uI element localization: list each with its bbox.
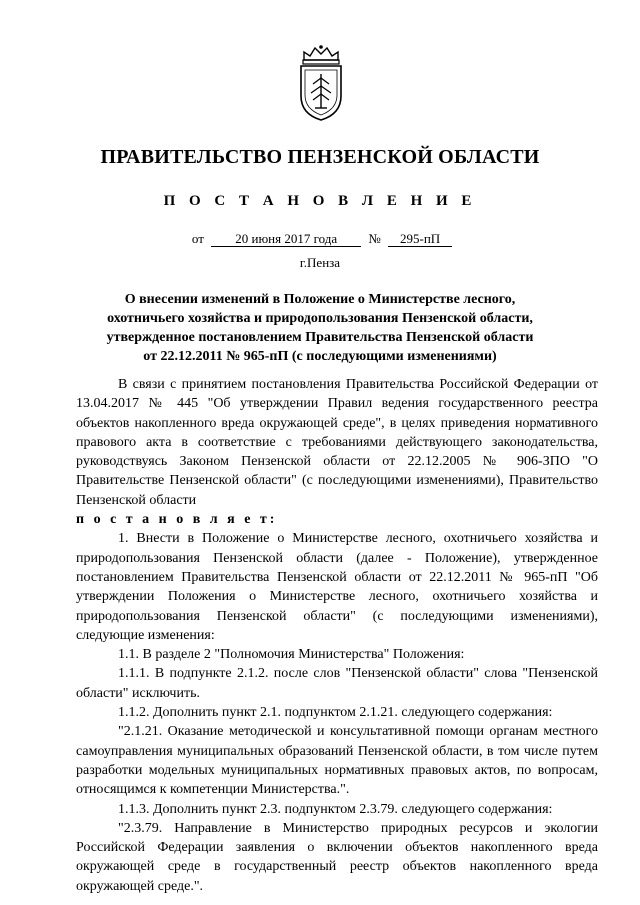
- item-paragraph: 1.1.1. В подпункте 2.1.2. после слов "Пензенской области" слова "Пензенской области" исключить.: [76, 666, 598, 701]
- decree-subject: [100, 290, 540, 366]
- subject-line: утвержденное постановлением Правительства Пензенской области: [106, 330, 534, 345]
- document-type: П О С Т А Н О В Л Е Н И Е: [163, 193, 477, 209]
- item-paragraph: 1.1. В разделе 2 "Полномочия Министерства" Положения:: [118, 647, 465, 663]
- item-paragraph: 1.1.3. Дополнить пункт 2.3. подпунктом 2.3.79. следующего содержания:: [118, 801, 553, 817]
- item-paragraph: 1.1.2. Дополнить пункт 2.1. подпунктом 2.1.21. следующего содержания:: [118, 705, 553, 721]
- date-number-line: [0, 231, 640, 247]
- number-label: №: [368, 231, 381, 246]
- decree-body: [76, 375, 598, 896]
- subject-line: О внесении изменений в Положение о Министерстве лесного,: [124, 292, 516, 307]
- quoted-paragraph: "2.1.21. Оказание методической и консультативной помощи органам местного самоуправления муниципальных образований Пензенской области, в том числе путем разработки модельных муниципальных нормативных правовых актов, по вопросам, относящимся к компетенции Министерства.".: [76, 724, 598, 798]
- date-prefix: от: [191, 231, 204, 246]
- subject-line: от 22.12.2011 № 965-пП (с последующими изменениями): [143, 349, 497, 364]
- resolves-word: п о с т а н о в л я е т:: [76, 512, 278, 528]
- resolves-paragraph: [76, 510, 598, 529]
- decree-date: 20 июня 2017 года: [211, 232, 361, 247]
- city: г.Пенза: [299, 255, 341, 270]
- preamble-paragraph: В связи с принятием постановления Правительства Российской Федерации от 13.04.2017 № 445 "Об утверждении Правил ведения государственного реестра объектов накопленного вреда окружающей среде", в целях приведения нормативного правового акта в соответствие с требованиями действующего законодательства, руководствуясь Законом Пензенской области от 22.12.2005 № 906-ЗПО "О Правительстве Пензенской области" (с последующими изменениями), Правительство Пензенской области: [76, 377, 598, 508]
- item-paragraph: 1. Внести в Положение о Министерстве лесного, охотничьего хозяйства и природопользования Пензенской области (далее - Положение), утвержденное постановлением Правительства Пензенской области от 22.12.2011 № 965-пП "Об утверждении Положения о Министерстве лесного, охотничьего хозяйства и природопользования Пензенской области" (с последующими изменениями), следующие изменения:: [76, 531, 598, 643]
- quoted-paragraph: "2.3.79. Направление в Министерство природных ресурсов и экологии Российской Федерации заявления о включении объектов накопленного вреда окружающей среде в государственный реестр объектов накопленного вреда окружающей среде.".: [76, 820, 598, 894]
- subject-line: охотничьего хозяйства и природопользования Пензенской области,: [107, 311, 533, 326]
- government-title: ПРАВИТЕЛЬСТВО ПЕНЗЕНСКОЙ ОБЛАСТИ: [100, 146, 540, 168]
- penza-coat-of-arms-icon: [296, 44, 346, 122]
- decree-number: 295-пП: [388, 232, 452, 247]
